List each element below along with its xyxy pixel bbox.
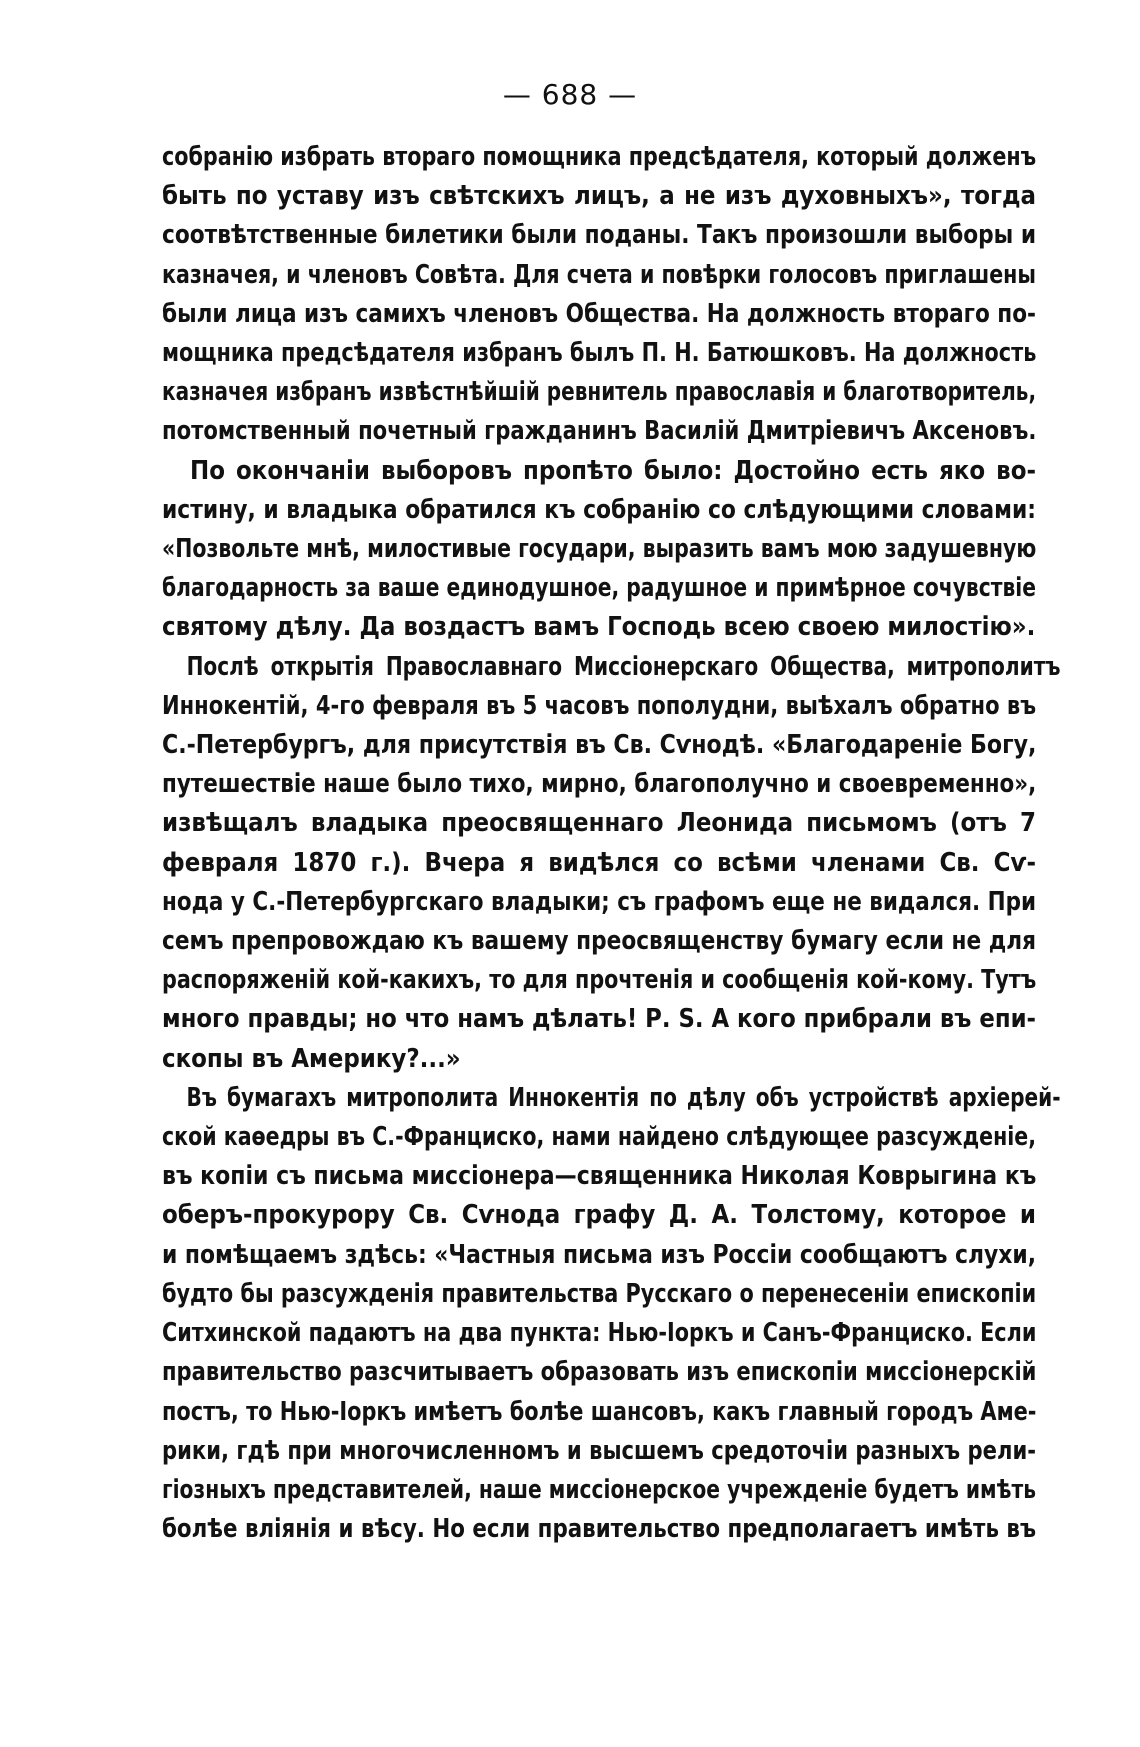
text-line: казначея, и членовъ Совѣта. Для счета и повѣрки голосовъ приглашены bbox=[162, 259, 1036, 290]
text-line: много правды; но что намъ дѣлать! Р. S. А кого прибрали въ епи- bbox=[162, 1004, 1037, 1035]
text-line: правительство разсчитываетъ образовать изъ епископіи миссіонерскій bbox=[162, 1357, 1037, 1388]
paragraph-4 bbox=[162, 1079, 1061, 1549]
text-line: соотвѣтственные билетики были поданы. Такъ произошли выборы и bbox=[162, 220, 1037, 251]
paragraph-3 bbox=[162, 648, 1061, 1079]
text-line: С.-Петербургъ, для присутствія въ Св. Сѵнодѣ. «Благодареніе Богу, bbox=[162, 730, 1037, 761]
text-line: будто бы разсужденія правительства Русскаго о перенесеніи епископіи bbox=[162, 1278, 1037, 1309]
text-line: постъ, то Нью-Іоркъ имѣетъ болѣе шансовъ, какъ главный городъ Аме- bbox=[162, 1396, 1037, 1427]
text-line: рики, гдѣ при многочисленномъ и высшемъ средоточіи разныхъ рели- bbox=[162, 1435, 1036, 1466]
paragraph-1 bbox=[162, 138, 1036, 452]
text-line: Иннокентій, 4-го февраля въ 5 часовъ пополудни, выѣхалъ обратно въ bbox=[162, 690, 1037, 721]
text-line: февраля 1870 г.). Вчера я видѣлся со всѣми членами Св. Сѵ- bbox=[162, 847, 1036, 878]
text-line: распоряженій кой-какихъ, то для прочтенія и сообщенія кой-кому. Тутъ bbox=[162, 965, 1037, 996]
text-line: Ситхинской падаютъ на два пункта: Нью-Іоркъ и Санъ-Франциско. Если bbox=[162, 1318, 1037, 1349]
text-line: мощника предсѣдателя избранъ былъ П. Н. Батюшковъ. На должность bbox=[162, 338, 1037, 369]
text-line: и помѣщаемъ здѣсь: «Частныя письма изъ Россіи сообщаютъ слухи, bbox=[162, 1239, 1037, 1270]
text-line: По окончаніи выборовъ пропѣто было: Достойно есть яко во- bbox=[190, 455, 1036, 486]
page-number: — 688 — bbox=[502, 78, 638, 111]
text-line: нода у С.-Петербургскаго владыки; съ графомъ еще не видался. При bbox=[162, 886, 1037, 917]
text-line: быть по уставу изъ свѣтскихъ лицъ, а не изъ духовныхъ», тогда bbox=[162, 181, 1036, 212]
text-line: путешествіе наше было тихо, мирно, благополучно и своевременно», bbox=[162, 769, 1037, 800]
text-line: извѣщалъ владыка преосвященнаго Леонида письмомъ (отъ 7 bbox=[162, 808, 1036, 839]
text-line: оберъ-прокурору Св. Сѵнода графу Д. А. Толстому, которое и bbox=[162, 1200, 1036, 1231]
text-line: Въ бумагахъ митрополита Иннокентія по дѣлу объ устройствѣ архіерей- bbox=[186, 1082, 1061, 1113]
text-line: благодарность за ваше единодушное, радушное и примѣрное сочувствіе bbox=[162, 573, 1036, 604]
text-line: истину, и владыка обратился къ собранію со слѣдующими словами: bbox=[162, 494, 1036, 525]
text-line: святому дѣлу. Да воздастъ вамъ Господь всею своею милостію». bbox=[162, 612, 1036, 643]
text-line: казначея избранъ извѣстнѣйшій ревнитель православія и благотворитель, bbox=[162, 377, 1037, 408]
text-line: Послѣ открытія Православнаго Миссіонерскаго Общества, митрополитъ bbox=[186, 651, 1061, 682]
text-line: въ копіи съ письма миссіонера—священника Николая Коврыгина къ bbox=[162, 1161, 1037, 1192]
body-text bbox=[162, 138, 1061, 1549]
text-line: собранію избрать втораго помощника предсѣдателя, который долженъ bbox=[162, 142, 1037, 172]
text-line: потомственный почетный гражданинъ Василій Дмитріевичъ Аксеновъ. bbox=[162, 416, 1037, 447]
paragraph-2 bbox=[162, 452, 1036, 648]
text-line: ской каѳедры въ С.-Франциско, нами найдено слѣдующее разсужденіе, bbox=[162, 1122, 1037, 1153]
text-line: гіозныхъ представителей, наше миссіонерское учрежденіе будетъ имѣть bbox=[162, 1474, 1037, 1505]
text-line: семъ препровождаю къ вашему преосвященству бумагу если не для bbox=[162, 926, 1036, 957]
text-line: скопы въ Америку?...» bbox=[162, 1043, 461, 1074]
text-line: болѣе вліянія и вѣсу. Но если правительство предполагаетъ имѣть въ bbox=[162, 1514, 1037, 1545]
text-line: были лица изъ самихъ членовъ Общества. На должность втораго по- bbox=[162, 298, 1037, 329]
text-line: «Позвольте мнѣ, милостивые государи, выразить вамъ мою задушевную bbox=[162, 534, 1037, 565]
